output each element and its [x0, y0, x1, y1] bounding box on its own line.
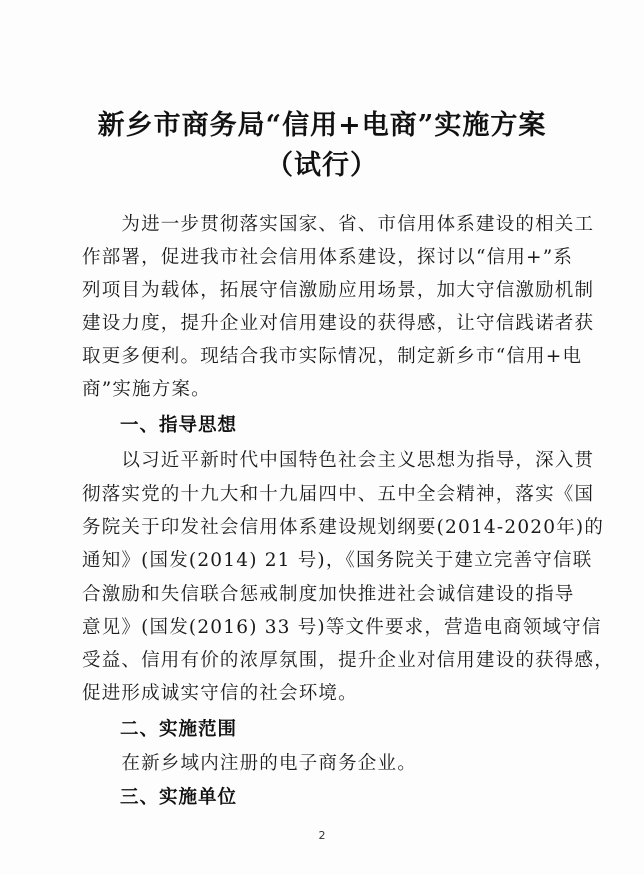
section1-line: 以习近平新时代中国特色社会主义思想为指导，深入贯 — [82, 450, 595, 471]
section1-line: 彻落实党的十九大和十九届四中、五中全会精神，落实《国 — [82, 484, 595, 505]
section1-line: 受益、信用有价的浓厚氛围，提升企业对信用建设的获得感， — [82, 650, 614, 671]
section1-line: 合激励和失信联合惩戒制度加快推进社会诚信建设的指导 — [82, 584, 575, 605]
section1-line: 通知》(国发(2014) 21 号)，《国务院关于建立完善守信联 — [82, 550, 593, 571]
document-title: 新乡市商务局“信用+电商”实施方案 — [97, 110, 547, 141]
intro-line: 为进一步贯彻落实国家、省、市信用体系建设的相关工 — [82, 214, 595, 235]
section2-line: 在新乡域内注册的电子商务企业。 — [82, 753, 417, 774]
intro-line: 商”实施方案。 — [82, 379, 211, 400]
section1-line: 务院关于印发社会信用体系建设规划纲要(2014-2020年)的 — [82, 517, 605, 538]
section-heading-guiding-ideology: 一、指导思想 — [120, 415, 238, 436]
intro-line: 列项目为载体，拓展守信激励应用场景，加大守信激励机制 — [82, 280, 595, 301]
page-number: 2 — [318, 829, 326, 842]
section-heading-scope: 二、实施范围 — [120, 719, 238, 740]
section1-line: 促进形成诚实守信的社会环境。 — [82, 683, 358, 704]
intro-line: 取更多便利。现结合我市实际情况，制定新乡市“信用+电 — [82, 346, 583, 367]
section-heading-implementing-unit: 三、实施单位 — [120, 787, 238, 808]
document-subtitle: （试行） — [266, 150, 378, 181]
intro-line: 建设力度，提升企业对信用建设的获得感，让守信践诺者获 — [82, 313, 595, 334]
section1-line: 意见》(国发(2016) 33 号)等文件要求，营造电商领域守信 — [82, 617, 602, 638]
intro-line: 作部署，促进我市社会信用体系建设，探讨以“信用+”系 — [82, 247, 574, 268]
